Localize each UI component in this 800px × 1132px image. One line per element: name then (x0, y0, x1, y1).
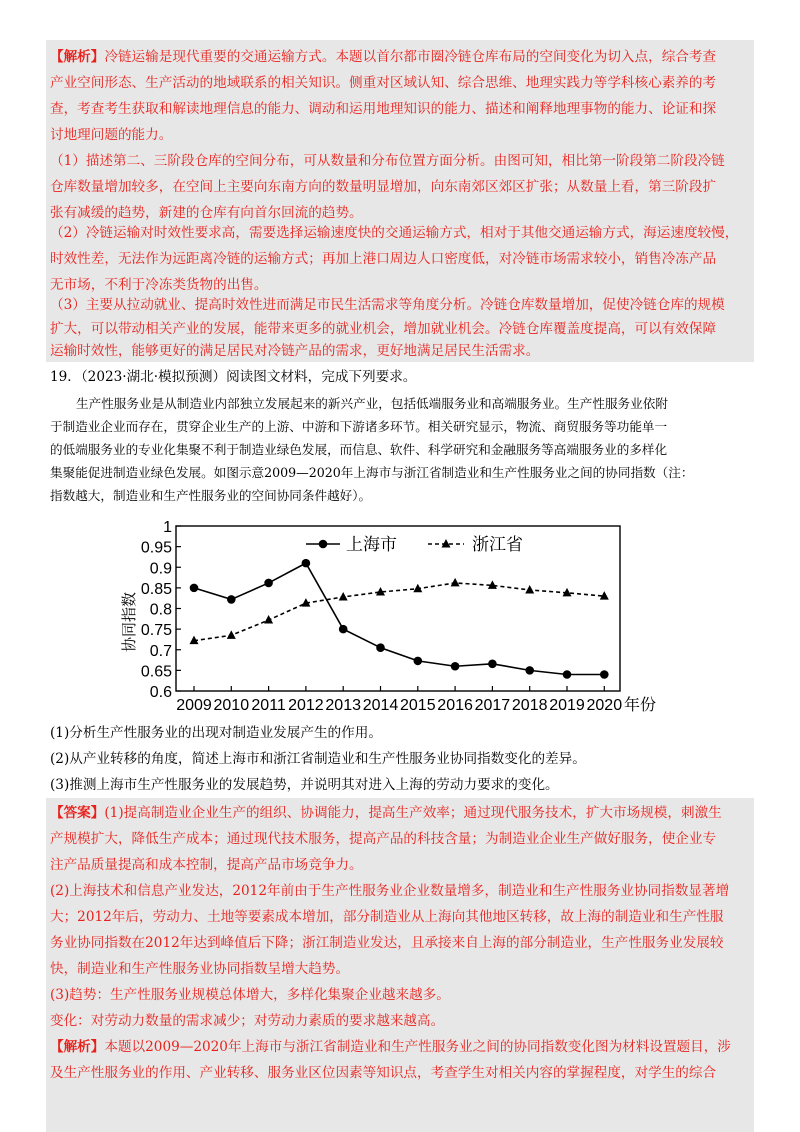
data-point (488, 659, 497, 668)
legend-label: 上海市 (346, 535, 397, 554)
y-tick-label: 0.95 (140, 539, 172, 557)
analysis-line: 运输时效性，能够更好的满足居民对冷链产品的需求，更好地满足居民生活需求。 (50, 343, 540, 359)
analysis-line: 【解析】冷链运输是现代重要的交通运输方式。本题以首尔都市圈冷链仓库布局的空间变化为切入点，综合考查 (50, 49, 717, 65)
analysis-line: 时效性差，无法作为远距离冷链的运输方式；再加上港口周边人口密度低，对冷链市场需求较小，销售冷冻产品 (50, 251, 717, 267)
x-tick-label: 2013 (325, 697, 361, 714)
data-point (376, 643, 385, 652)
x-tick-label: 2017 (474, 697, 511, 714)
material-line: 生产性服务业是从制造业内部独立发展起来的新兴产业，包括低端服务业和高端服务业。生产性服务业依附 (76, 396, 668, 411)
analysis-line: 查，考查考生获取和解读地理信息的能力、调动和运用地理知识的能力、描述和阐释地理事物的能力、论证和探 (50, 101, 717, 117)
data-point (227, 630, 236, 639)
answer-line: 务业协同指数在2012年达到峰值后下降；浙江制造业发达，且承接来自上海的部分制造业，生产性服务业发展较 (50, 935, 724, 951)
data-point (339, 625, 348, 634)
y-tick-label: 0.9 (149, 560, 172, 578)
legend-marker (319, 540, 328, 549)
y-tick-label: 1 (163, 519, 172, 536)
data-point (525, 585, 534, 594)
question-header: 19．（2023·湖北·模拟预测）阅读图文材料，完成下列要求。 (50, 369, 417, 385)
x-tick-label: 2016 (437, 697, 473, 714)
series-line (194, 563, 604, 674)
data-point (264, 579, 273, 588)
x-tick-label: 2010 (213, 697, 250, 714)
plot-frame (176, 526, 620, 691)
y-tick-label: 0.7 (149, 642, 172, 660)
x-tick-label: 2020 (586, 697, 623, 714)
answer-line: (3)趋势：生产性服务业规模总体增大，多样化集聚企业越来越多。 (50, 987, 450, 1003)
analysis-line: 讨地理问题的能力。 (50, 127, 173, 143)
legend-label: 浙江省 (472, 535, 523, 554)
analysis-line: （3）主要从拉动就业、提高时效性进而满足市民生活需求等角度分析。冷链仓库数量增加，促使冷链仓库的规模 (50, 297, 725, 313)
data-point (600, 670, 609, 679)
x-tick-label: 2011 (251, 697, 286, 714)
coordination-index-chart (110, 510, 670, 715)
data-point (227, 595, 236, 604)
data-point (264, 615, 273, 624)
analysis-line: 张有减缓的趋势，新建的仓库有向首尔回流的趋势。 (50, 205, 363, 221)
sub-question-2: (2)从产业转移的角度，简述上海市和浙江省制造业和生产性服务业协同指数变化的差异。 (50, 751, 586, 767)
data-point (339, 592, 348, 601)
analysis-line: （2）冷链运输对时效性要求高，需要选择运输速度快的交通运输方式，相对于其他交通运输方式，海运速度较慢， (50, 225, 739, 241)
answer-line: 变化：对劳动力数量的需求减少；对劳动力素质的要求越来越高。 (50, 1013, 445, 1029)
answer-line: 注产品质量提高和成本控制，提高产品市场竞争力。 (50, 857, 363, 873)
analysis-line: 【解析】本题以2009—2020年上海市与浙江省制造业和生产性服务业之间的协同指数变化图为材料设置题目，涉 (50, 1039, 731, 1055)
y-tick-label: 0.85 (140, 580, 172, 598)
data-point (451, 662, 460, 671)
analysis-line-text: 冷链运输是现代重要的交通运输方式。本题以首尔都市圈冷链仓库布局的空间变化为切入点，综合考查 (104, 49, 717, 65)
data-point (414, 657, 423, 666)
data-point (563, 670, 572, 679)
data-point (302, 559, 311, 568)
y-tick-label: 0.65 (140, 663, 172, 681)
material-line: 集聚能促进制造业绿色发展。如图示意2009—2020年上海市与浙江省制造业和生产性服务业之间的协同指数（注： (50, 465, 694, 480)
data-point (525, 666, 534, 675)
data-point (413, 584, 422, 593)
sub-question-1: (1)分析生产性服务业的出现对制造业发展产生的作用。 (50, 725, 382, 741)
answer-line: 【答案】(1)提高制造业企业生产的组织、协调能力，提高生产效率；通过现代服务技术，扩大市场规模，刺激生 (50, 805, 722, 821)
answer-line: (2)上海技术和信息产业发达，2012年前由于生产性服务业企业数量增多，制造业和生产性服务业协同指数显著增 (50, 883, 730, 899)
sub-question-3: (3)推测上海市生产性服务业的发展趋势，并说明其对进入上海的劳动力要求的变化。 (50, 777, 559, 793)
analysis-line: 无市场，不利于冷冻类货物的出售。 (50, 277, 268, 293)
analysis-line: （1）描述第二、三阶段仓库的空间分布，可从数量和分布位置方面分析。由图可知，相比第一阶段第二阶段冷链 (50, 153, 725, 169)
y-tick-label: 0.6 (149, 684, 172, 701)
x-axis-unit-label: 年份 (624, 697, 657, 714)
analysis-line: 产业空间形态、生产活动的地域联系的相关知识。侧重对区域认知、综合思维、地理实践力等学科核心素养的考 (50, 75, 717, 91)
analysis-line: 及生产性服务业的作用、产业转移、服务业区位因素等知识点，考查学生对相关内容的掌握程度，对学生的综合 (50, 1065, 717, 1081)
x-tick-label: 2015 (400, 697, 436, 714)
material-line: 的低端服务业的专业化集聚不利于制造业绿色发展，而信息、软件、科学研究和金融服务等高端服务业的多样化 (50, 442, 668, 457)
x-tick-label: 2019 (549, 697, 585, 714)
answer-line: 大；2012年后，劳动力、土地等要素成本增加，部分制造业从上海向其他地区转移，故上海的制造业和生产性服 (50, 909, 724, 925)
data-point (451, 578, 460, 587)
x-tick-label: 2018 (511, 697, 548, 714)
y-axis-label: 协同指数 (121, 591, 138, 653)
data-point (190, 584, 199, 593)
y-tick-label: 0.75 (140, 622, 172, 640)
material-line: 指数越大，制造业和生产性服务业的空间协同条件越好）。 (50, 488, 372, 503)
answer-line: 产规模扩大，降低生产成本；通过现代技术服务，提高产品的科技含量；为制造业企业生产做好服务，使企业专 (50, 831, 717, 847)
x-tick-label: 2014 (362, 697, 399, 714)
material-line: 于制造业企业而存在，贯穿企业生产的上游、中游和下游诸多环节。相关研究显示，物流、商贸服务等功能单一 (50, 419, 668, 434)
analysis-line: 扩大，可以带动相关产业的发展，能带来更多的就业机会，增加就业机会。冷链仓库覆盖度提高，可以有效保障 (50, 321, 717, 337)
x-tick-label: 2009 (176, 697, 212, 714)
x-tick-label: 2012 (288, 697, 324, 714)
answer-line: 快，制造业和生产性服务业协同指数呈增大趋势。 (50, 961, 350, 977)
analysis-line: 仓库数量增加较多，在空间上主要向东南方向的数量明显增加，向东南郊区郊区扩张；从数量上看，第三阶段扩 (50, 179, 717, 195)
answer-line-text: (1)提高制造业企业生产的组织、协调能力，提高生产效率；通过现代服务技术，扩大市场规模，刺激生 (104, 805, 722, 821)
series-line (194, 583, 604, 641)
y-tick-label: 0.8 (149, 601, 172, 619)
analysis-line-text: 本题以2009—2020年上海市与浙江省制造业和生产性服务业之间的协同指数变化图为材料设置题目，涉 (104, 1039, 731, 1055)
